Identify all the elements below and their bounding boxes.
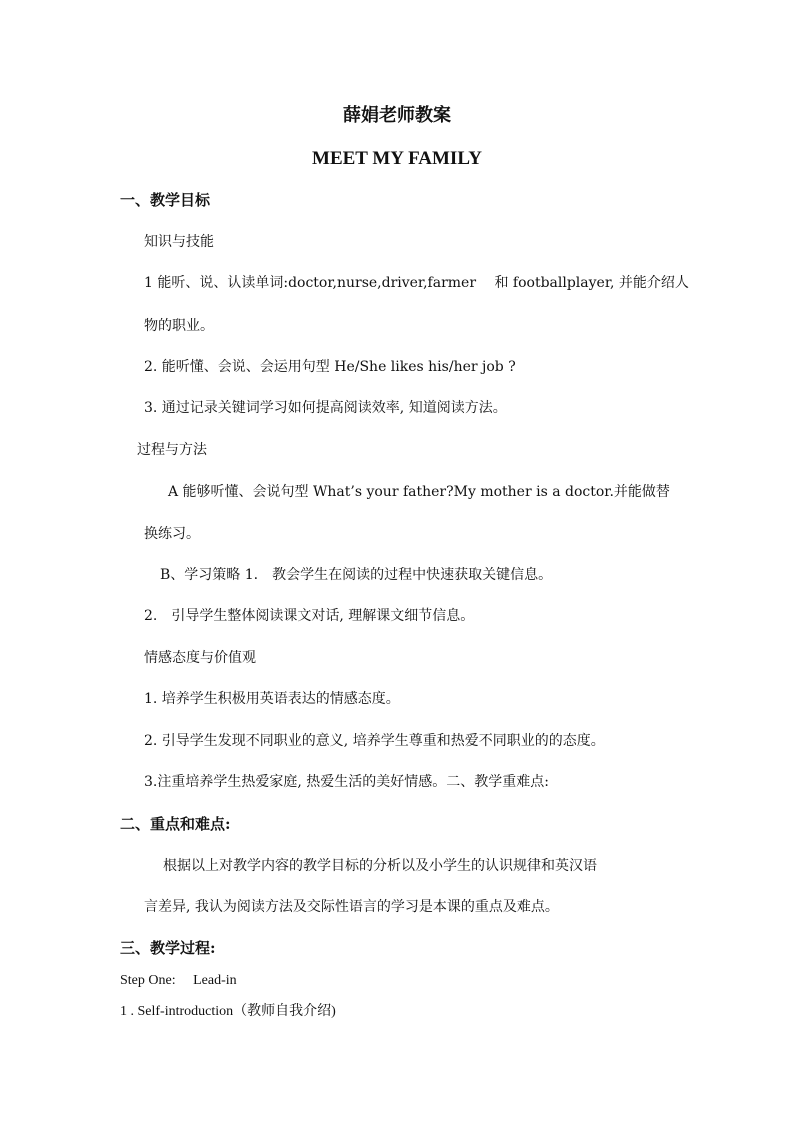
section2-para-line1: 根据以上对教学内容的教学目标的分析以及小学生的认识规律和英汉语 [163, 858, 597, 874]
process-a-line1: A 能够听懂、会说句型 What’s your father?My mother is a doctor.并能做替 [168, 484, 670, 500]
objective-item2: 2. 能听懂、会说、会运用句型 He/She likes his/her job ? [144, 359, 516, 375]
document-subtitle: MEET MY FAMILY [312, 148, 482, 169]
section2-heading: 二、重点和难点: [120, 815, 231, 833]
process-a-line2: 换练习。 [144, 526, 200, 542]
process-heading: 过程与方法 [137, 442, 207, 458]
emotion-item2: 2. 引导学生发现不同职业的意义, 培养学生尊重和热爱不同职业的的态度。 [144, 733, 605, 749]
emotion-item1: 1. 培养学生积极用英语表达的情感态度。 [144, 691, 400, 707]
emotion-item3: 3.注重培养学生热爱家庭, 热爱生活的美好情感。二、教学重难点: [144, 774, 549, 790]
knowledge-heading: 知识与技能 [144, 234, 214, 250]
section2-para-line2: 言差异, 我认为阅读方法及交际性语言的学习是本课的重点及难点。 [144, 899, 559, 915]
section3-heading: 三、教学过程: [120, 939, 216, 957]
emotion-heading: 情感态度与价值观 [144, 650, 256, 666]
objective-item3: 3. 通过记录关键词学习如何提高阅读效率, 知道阅读方法。 [144, 400, 507, 416]
section1-heading: 一、教学目标 [120, 191, 211, 209]
step-one-item1: 1 . Self-introduction（教师自我介绍) [120, 1004, 336, 1019]
objective-item1-line1: 1 能听、说、认读单词:doctor,nurse,driver,farmer 和 footballplayer, 并能介绍人 [144, 275, 689, 291]
process-b: B、学习策略 1. 教会学生在阅读的过程中快速获取关键信息。 [160, 567, 553, 583]
process-item2: 2. 引导学生整体阅读课文对话, 理解课文细节信息。 [144, 608, 475, 624]
objective-item1-line2: 物的职业。 [144, 318, 214, 334]
step-one: Step One: Lead-in [120, 973, 237, 988]
document-title: 薛娟老师教案 [343, 105, 451, 126]
